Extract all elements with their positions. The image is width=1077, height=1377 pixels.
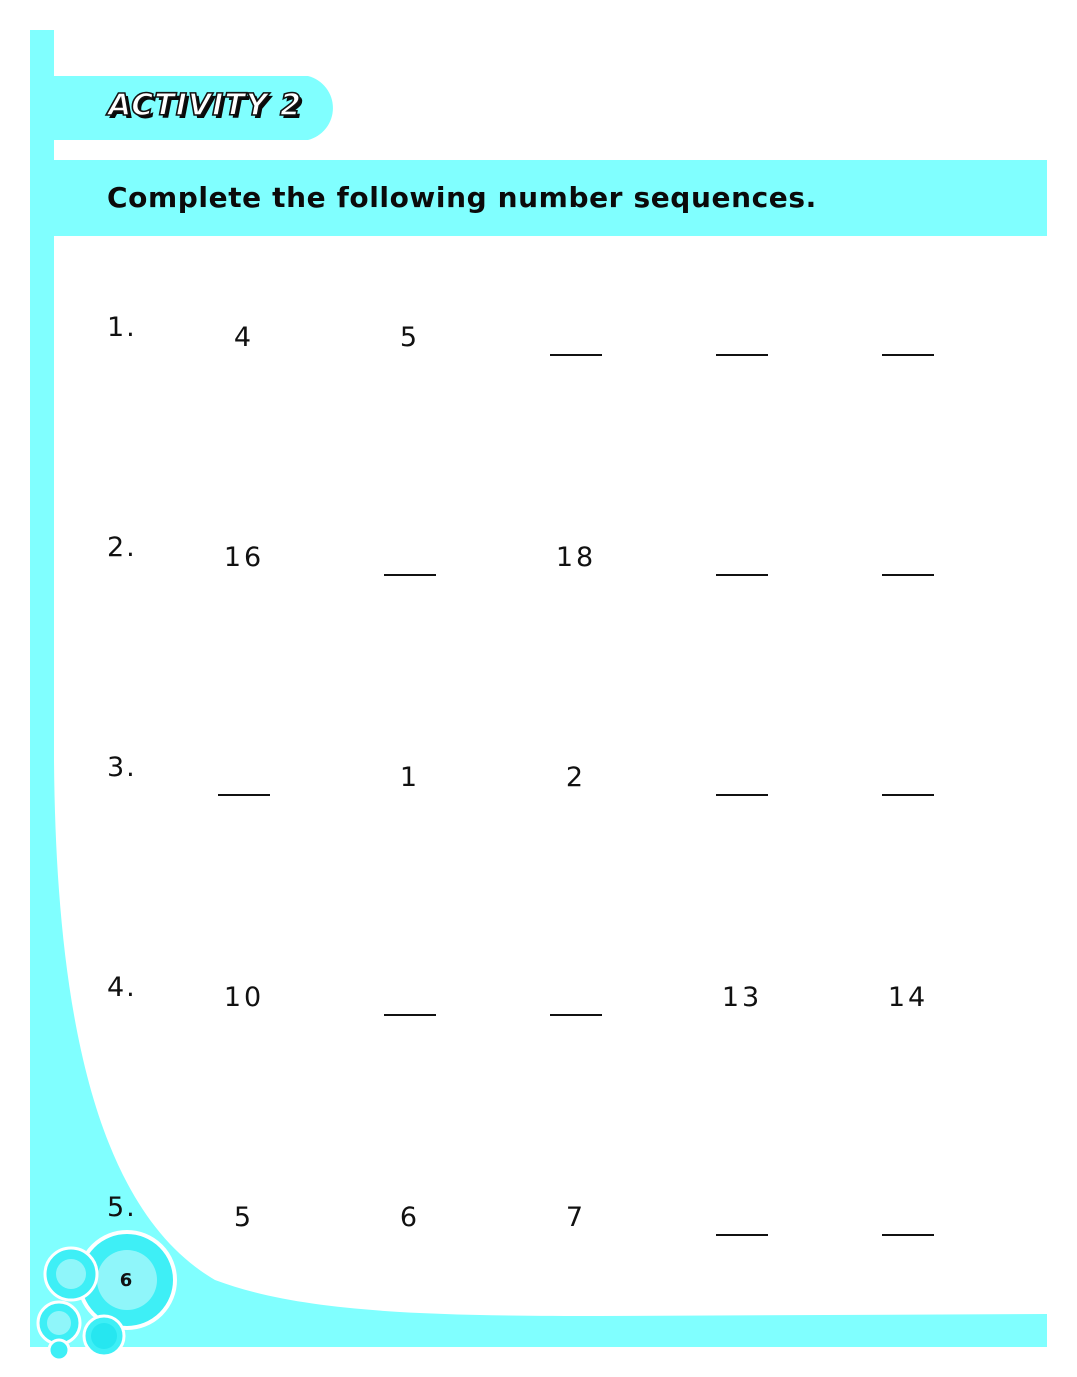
answer-blank[interactable] — [384, 1014, 436, 1016]
answer-blank[interactable] — [882, 1234, 934, 1236]
answer-blank[interactable] — [716, 354, 768, 356]
sequence-row — [0, 312, 1077, 372]
instruction-text: Complete the following number sequences. — [107, 181, 817, 214]
sequence-row — [0, 972, 1077, 1032]
sequence-number: 5 — [399, 322, 421, 353]
sequence-number: 16 — [223, 542, 265, 573]
sequence-number: 10 — [223, 982, 265, 1013]
question-number: 5. — [107, 1192, 137, 1223]
activity-title: ACTIVITY 2 — [108, 88, 302, 123]
sequence-row — [0, 1192, 1077, 1252]
answer-blank[interactable] — [716, 1234, 768, 1236]
question-number: 1. — [107, 312, 137, 343]
answer-blank[interactable] — [218, 794, 270, 796]
question-number: 2. — [107, 532, 137, 563]
page-number: 6 — [119, 1270, 133, 1291]
answer-blank[interactable] — [882, 354, 934, 356]
sequence-row — [0, 532, 1077, 592]
answer-blank[interactable] — [716, 794, 768, 796]
answer-blank[interactable] — [882, 574, 934, 576]
answer-blank[interactable] — [550, 354, 602, 356]
question-number: 4. — [107, 972, 137, 1003]
sequence-number: 1 — [399, 762, 421, 793]
sequence-number: 7 — [565, 1202, 587, 1233]
sequence-number: 6 — [399, 1202, 421, 1233]
answer-blank[interactable] — [882, 794, 934, 796]
sequence-number: 2 — [565, 762, 587, 793]
sequence-row — [0, 752, 1077, 812]
answer-blank[interactable] — [384, 574, 436, 576]
sequence-number: 13 — [721, 982, 763, 1013]
answer-blank[interactable] — [716, 574, 768, 576]
answer-blank[interactable] — [550, 1014, 602, 1016]
sequence-number: 4 — [233, 322, 255, 353]
question-number: 3. — [107, 752, 137, 783]
sequence-number: 14 — [887, 982, 929, 1013]
sequence-number: 18 — [555, 542, 597, 573]
sequence-number: 5 — [233, 1202, 255, 1233]
